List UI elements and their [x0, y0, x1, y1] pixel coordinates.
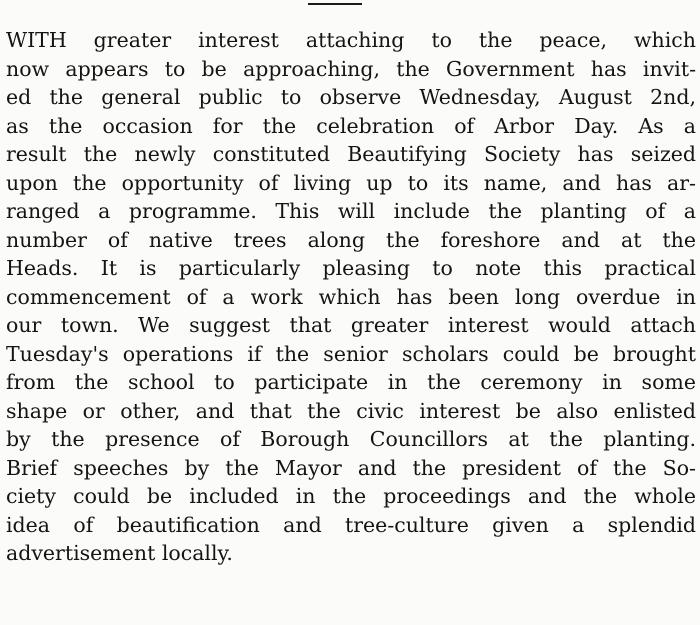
- article-line: idea of beautification and tree-culture given a splendid: [6, 512, 696, 537]
- article-line: ranged a programme. This will include the planting of a: [6, 199, 696, 223]
- article-line: our town. We suggest that greater interest would attach: [6, 313, 696, 337]
- article-line: number of native trees along the foreshore and at the: [6, 227, 696, 252]
- article-line: Heads. It is particularly pleasing to note this practical: [6, 256, 696, 280]
- article-line: now appears to be approaching, the Government has invit-: [6, 56, 696, 81]
- article-line: WITH greater interest attaching to the peace, which: [6, 28, 696, 52]
- article-line: advertisement locally.: [6, 541, 233, 565]
- article-line: upon the opportunity of living up to its name, and has ar-: [6, 170, 696, 195]
- article-line: as the occasion for the celebration of Arbor Day. As a: [6, 113, 696, 138]
- article-line: shape or other, and that the civic interest be also enlisted: [6, 398, 696, 423]
- article-line: Tuesday's operations if the senior scholars could be brought: [6, 341, 696, 366]
- article-line: Brief speeches by the Mayor and the president of the So-: [6, 455, 696, 480]
- article-line: by the presence of Borough Councillors at the planting.: [6, 427, 696, 451]
- article-body: [6, 26, 696, 568]
- article-line: from the school to participate in the ceremony in some: [6, 370, 696, 394]
- column-divider-rule: [308, 3, 362, 5]
- article-line: ciety could be included in the proceedings and the whole: [6, 484, 696, 508]
- article-line: result the newly constituted Beautifying Society has seized: [6, 142, 696, 166]
- article-line: ed the general public to observe Wednesday, August 2nd,: [6, 85, 696, 109]
- article-line: commencement of a work which has been long overdue in: [6, 284, 696, 309]
